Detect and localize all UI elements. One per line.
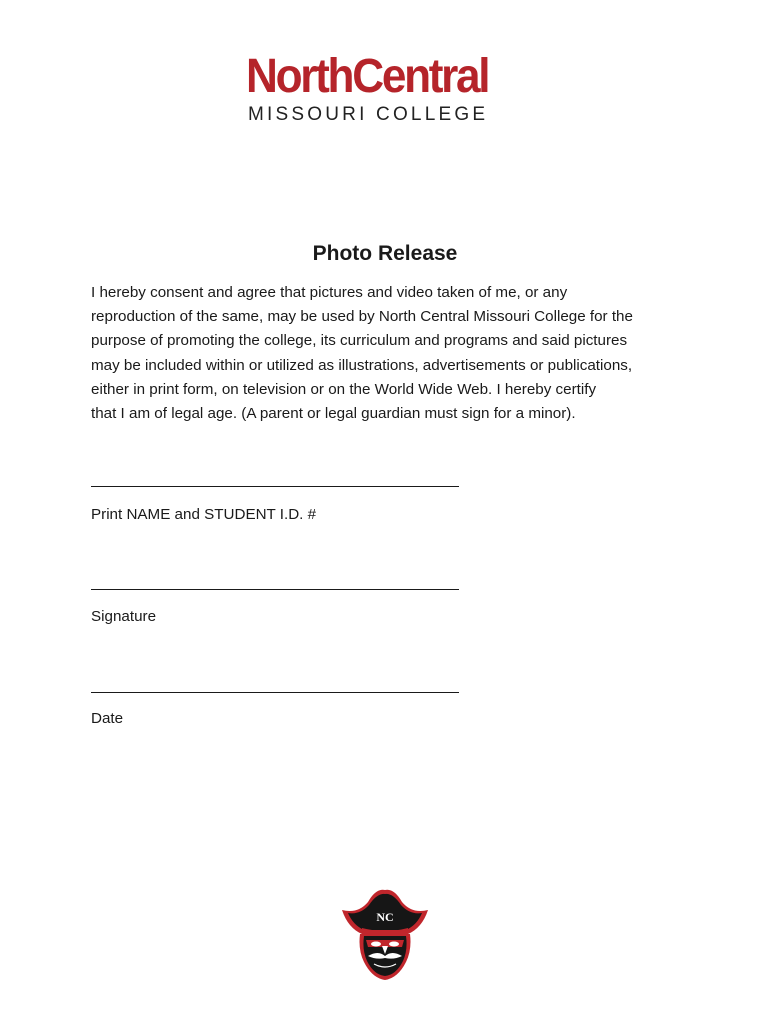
name-id-field-label: Print NAME and STUDENT I.D. # [91,506,317,523]
statement-line: may be included within or utilized as illustrations, advertisements or publications, [91,356,633,374]
statement-line: purpose of promoting the college, its curriculum and programs and said pictures [91,332,628,350]
statement-line: that I am of legal age. (A parent or legal guardian must sign for a minor). [91,405,576,423]
name-id-signature-line[interactable] [91,486,459,487]
hat-monogram: NC [376,910,394,924]
statement-line: either in print form, on television or on the World Wide Web. I hereby certify [91,380,597,398]
pirate-mascot-icon [338,884,432,982]
logo-wordmark-missouri-college: MISSOURI COLLEGE [248,104,489,125]
page-title: Photo Release [312,242,458,265]
date-field-label: Date [91,710,124,727]
college-logo [246,52,524,128]
date-signature-line[interactable] [91,692,459,693]
logo-wordmark-north-central: NorthCentral [246,50,489,103]
signature-field-label: Signature [91,608,157,625]
statement-line: reproduction of the same, may be used by North Central Missouri College for the [91,308,633,326]
release-statement [91,281,691,426]
signature-line[interactable] [91,589,459,590]
statement-line: I hereby consent and agree that pictures and video taken of me, or any [91,284,568,301]
